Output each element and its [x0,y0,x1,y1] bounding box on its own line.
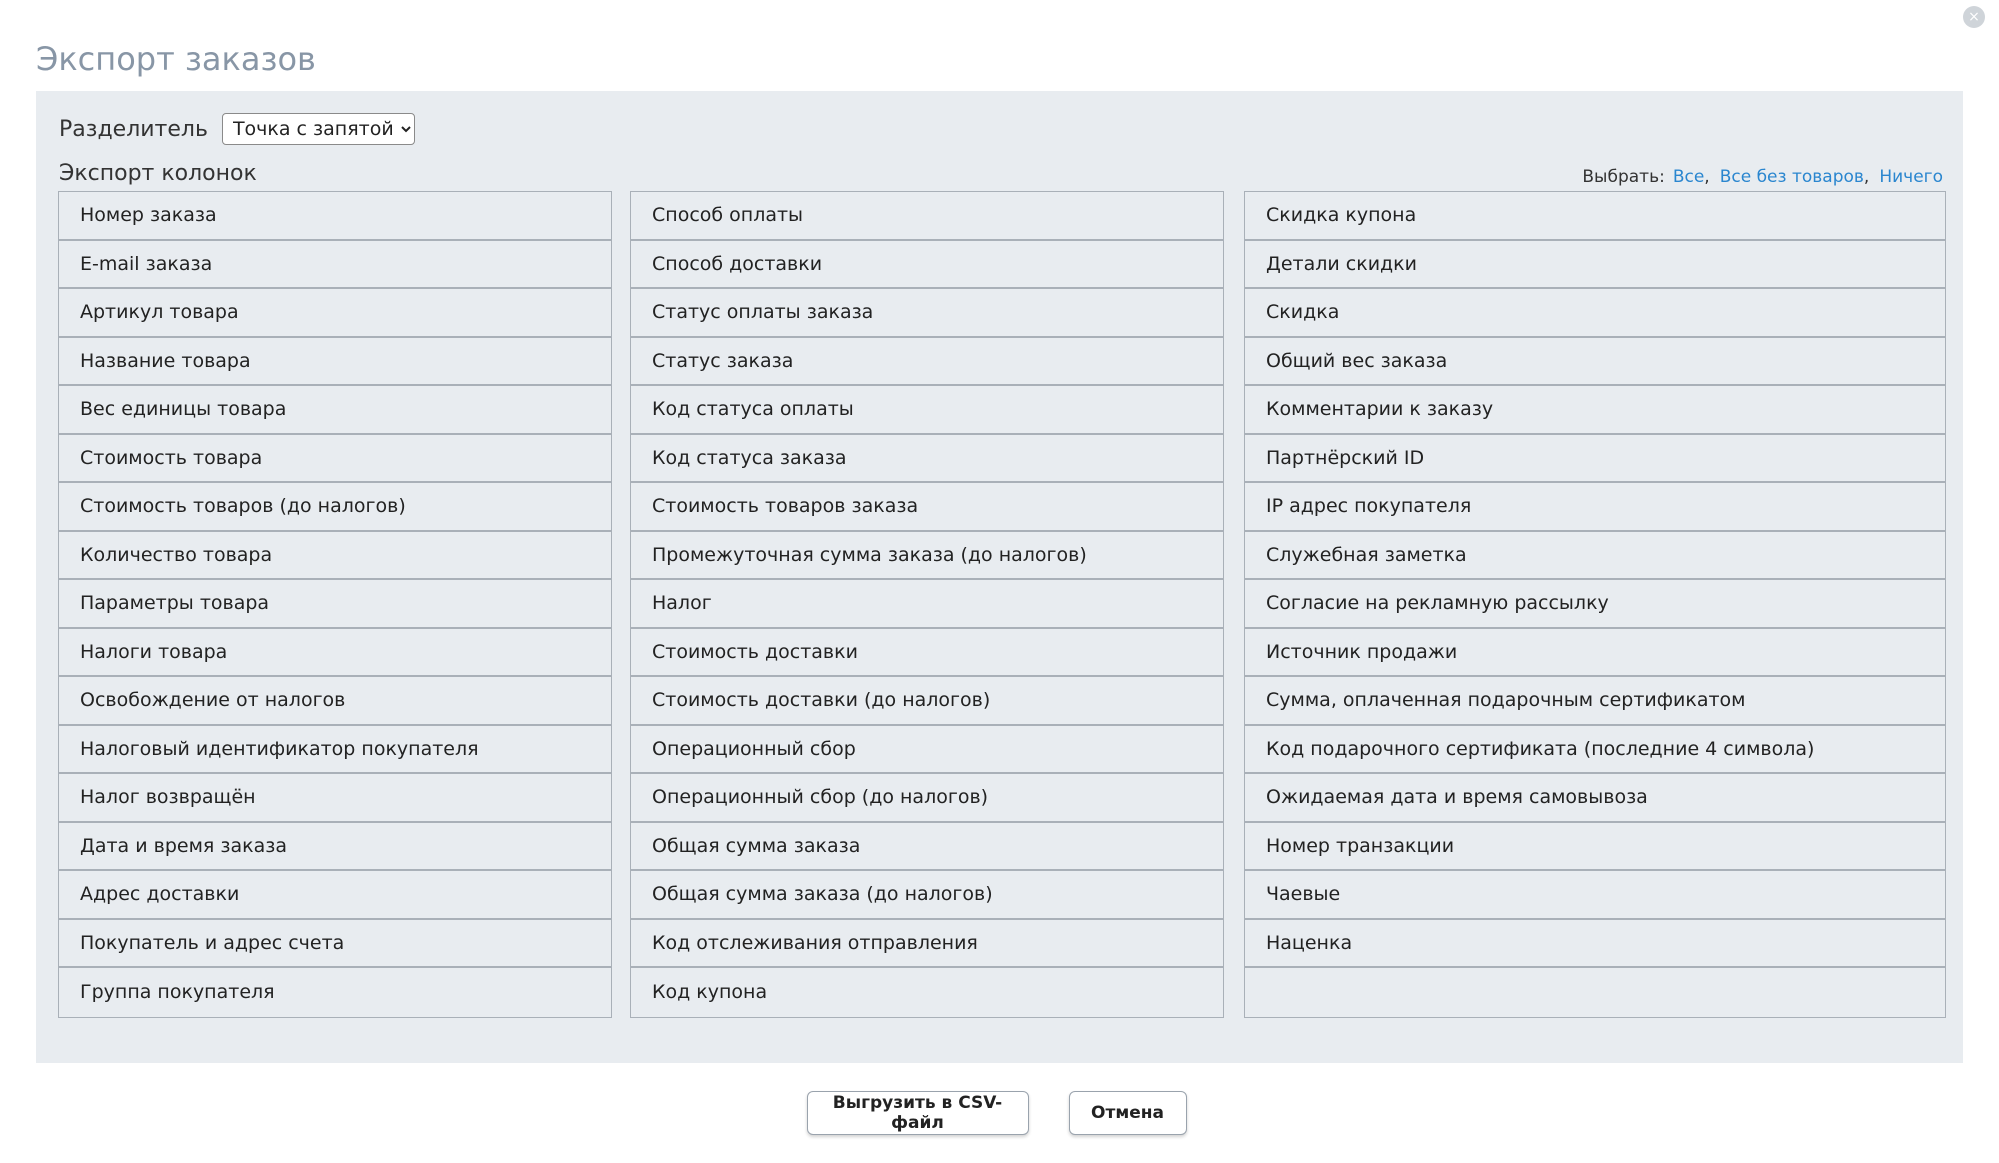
column-option[interactable]: Согласие на рекламную рассылку [1245,580,1945,629]
column-option[interactable]: Дата и время заказа [59,823,611,872]
column-option[interactable]: Статус оплаты заказа [631,289,1223,338]
column-option[interactable]: Номер транзакции [1245,823,1945,872]
column-option-empty [1245,968,1945,1017]
column-option[interactable]: Освобождение от налогов [59,677,611,726]
column-list-2 [630,191,1224,1018]
column-option[interactable]: Чаевые [1245,871,1945,920]
column-option[interactable]: E-mail заказа [59,241,611,290]
column-option[interactable]: Операционный сбор (до налогов) [631,774,1223,823]
select-links: Выбрать: Все , Все без товаров , Ничего [1582,167,1943,187]
export-columns-title: Экспорт колонок [59,161,257,186]
column-option[interactable]: Промежуточная сумма заказа (до налогов) [631,532,1223,581]
column-option[interactable]: Код отслеживания отправления [631,920,1223,969]
column-option[interactable]: Код статуса заказа [631,435,1223,484]
column-option[interactable]: Статус заказа [631,338,1223,387]
column-option[interactable]: Налог возвращён [59,774,611,823]
column-option[interactable]: Общая сумма заказа [631,823,1223,872]
export-settings-panel [36,91,1963,1063]
select-all-no-products-link[interactable]: Все без товаров [1719,167,1864,187]
select-label: Выбрать: [1582,167,1665,187]
column-option[interactable]: Стоимость товаров заказа [631,483,1223,532]
column-option[interactable]: Сумма, оплаченная подарочным сертификатом [1245,677,1945,726]
column-option[interactable]: IP адрес покупателя [1245,483,1945,532]
column-option[interactable]: Название товара [59,338,611,387]
column-option[interactable]: Стоимость товаров (до налогов) [59,483,611,532]
column-list-1 [58,191,612,1018]
column-option[interactable]: Код купона [652,981,768,1004]
column-option[interactable]: Адрес доставки [59,871,611,920]
column-option[interactable]: Покупатель и адрес счета [59,920,611,969]
column-option[interactable]: Параметры товара [59,580,611,629]
column-option[interactable]: Операционный сбор [631,726,1223,775]
select-all-link[interactable]: Все [1672,167,1705,187]
column-option[interactable]: Код статуса оплаты [631,386,1223,435]
column-option[interactable]: Скидка купона [1245,192,1945,241]
column-option[interactable]: Группа покупателя [80,981,275,1004]
column-option[interactable]: Артикул товара [59,289,611,338]
column-option[interactable]: Код подарочного сертификата (последние 4 символа) [1245,726,1945,775]
column-option[interactable]: Стоимость доставки (до налогов) [631,677,1223,726]
column-option[interactable]: Служебная заметка [1245,532,1945,581]
close-icon[interactable]: × [1963,6,1985,28]
column-option[interactable]: Налоговый идентификатор покупателя [59,726,611,775]
cancel-button[interactable]: Отмена [1069,1091,1187,1135]
dialog-buttons [0,1091,1999,1135]
column-list-3 [1244,191,1946,1018]
column-option[interactable]: Налог [631,580,1223,629]
column-option[interactable]: Количество товара [59,532,611,581]
column-option[interactable]: Партнёрский ID [1245,435,1945,484]
dialog-title: Экспорт заказов [36,40,316,78]
column-option[interactable]: Стоимость товара [59,435,611,484]
column-option[interactable]: Общая сумма заказа (до налогов) [631,871,1223,920]
column-option[interactable]: Детали скидки [1245,241,1945,290]
separator-select[interactable] [222,113,415,145]
column-option[interactable]: Скидка [1245,289,1945,338]
column-option[interactable]: Вес единицы товара [59,386,611,435]
column-option[interactable]: Ожидаемая дата и время самовывоза [1245,774,1945,823]
column-option[interactable]: Источник продажи [1245,629,1945,678]
column-option[interactable]: Наценка [1245,920,1945,969]
separator-row [59,113,415,145]
column-option[interactable]: Номер заказа [59,192,611,241]
column-option[interactable]: Стоимость доставки [631,629,1223,678]
column-option[interactable]: Налоги товара [59,629,611,678]
column-option[interactable]: Общий вес заказа [1245,338,1945,387]
column-option[interactable]: Способ доставки [631,241,1223,290]
separator-label: Разделитель [59,116,208,142]
columns-grid [58,191,1948,1033]
column-option[interactable]: Способ оплаты [631,192,1223,241]
select-none-link[interactable]: Ничего [1879,167,1943,187]
export-csv-button[interactable]: Выгрузить в CSV-файл [807,1091,1029,1135]
column-option[interactable]: Комментарии к заказу [1245,386,1945,435]
